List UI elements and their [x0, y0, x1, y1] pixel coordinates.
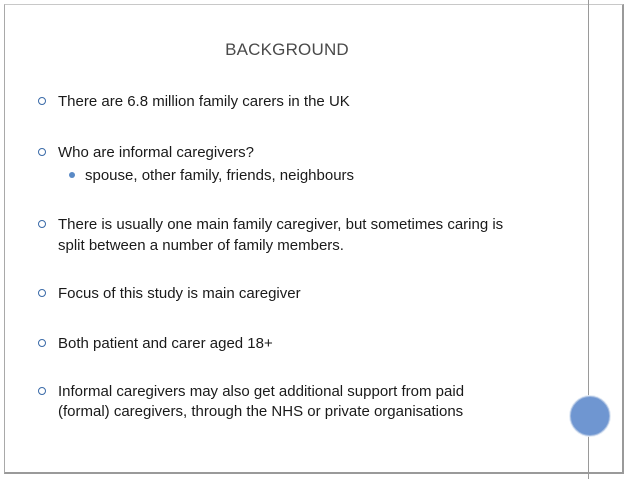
bullet-text: Focus of this study is main caregiver [58, 285, 301, 302]
bullet-ring-icon [38, 387, 46, 395]
vertical-rule-bottom [588, 434, 589, 479]
bullet-ring-icon [38, 97, 46, 105]
bullet-text: Both patient and carer aged 18+ [58, 335, 273, 352]
slide-title: BACKGROUND [225, 40, 349, 59]
bullet-text: Who are informal caregivers? [58, 144, 254, 161]
vertical-rule-top [588, 0, 589, 396]
sub-bullet-text: spouse, other family, friends, neighbours [85, 167, 355, 184]
bullet-ring-icon [38, 148, 46, 156]
bullet-ring-icon [38, 289, 46, 297]
bullet-text-line: There is usually one main family caregiver, but sometimes caring is [58, 216, 504, 233]
bullet-ring-icon [38, 220, 46, 228]
bullet-text-line: (formal) caregivers, through the NHS or private organisations [58, 403, 464, 420]
bullet-text-line: Informal caregivers may also get additional support from paid [58, 383, 465, 400]
sub-bullet-dot-icon [69, 172, 75, 178]
bullet-text-line: split between a number of family members. [58, 237, 344, 254]
bullet-text: There are 6.8 million family carers in the UK [58, 93, 350, 110]
bullet-ring-icon [38, 339, 46, 347]
decor-circle [570, 396, 610, 436]
